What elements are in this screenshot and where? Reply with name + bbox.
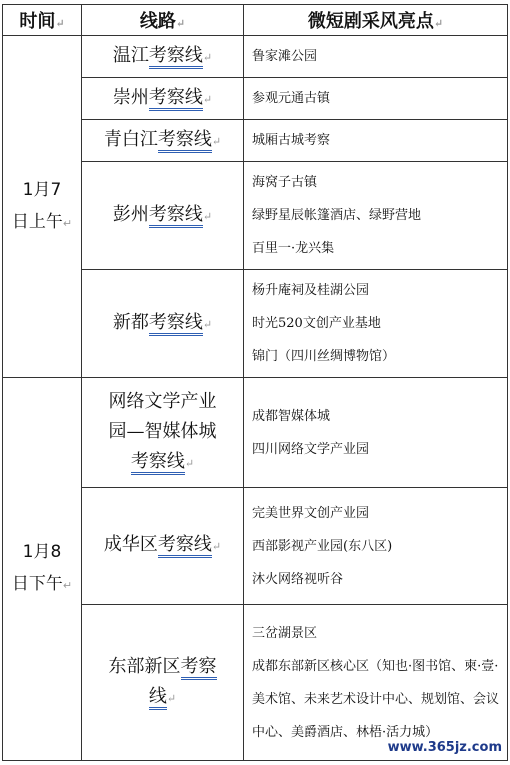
site-watermark: www.365jz.com xyxy=(387,740,502,755)
highlights-chenghua: 完美世界文创产业园 西部影视产业园(东八区) 沐火网络视听谷 xyxy=(244,488,508,605)
route-xindu: 新都考察线↵ xyxy=(82,270,244,378)
route-eastern-new-area: 东部新区考察 线↵ xyxy=(82,605,244,761)
highlights-xindu: 杨升庵祠及桂湖公园 时光520文创产业基地 锦门（四川丝绸博物馆） xyxy=(244,270,508,378)
highlights-chongzhou: 参观元通古镇 xyxy=(244,78,508,120)
day2-time-cell: 1月8 日下午↵ xyxy=(3,378,82,761)
highlights-wenjiang: 鲁家滩公园 xyxy=(244,36,508,78)
route-wenjiang: 温江考察线↵ xyxy=(82,36,244,78)
route-chenghua: 成华区考察线↵ xyxy=(82,488,244,605)
header-highlights: 微短剧采风亮点↵ xyxy=(244,5,508,36)
route-qingbaijiang: 青白江考察线↵ xyxy=(82,120,244,162)
table-row xyxy=(3,378,508,488)
header-route: 线路↵ xyxy=(82,5,244,36)
table-row xyxy=(3,36,508,78)
highlights-qingbaijiang: 城厢古城考察 xyxy=(244,120,508,162)
highlights-pengzhou: 海窝子古镇 绿野星辰帐篷酒店、绿野营地 百里一·龙兴集 xyxy=(244,162,508,270)
route-pengzhou: 彭州考察线↵ xyxy=(82,162,244,270)
route-network-literature: 网络文学产业 园—智媒体城 考察线↵ xyxy=(82,378,244,488)
schedule-table xyxy=(2,4,508,761)
day1-time-cell: 1月7 日上午↵ xyxy=(3,36,82,378)
route-chongzhou: 崇州考察线↵ xyxy=(82,78,244,120)
highlights-network-literature: 成都智媒体城 四川网络文学产业园 xyxy=(244,378,508,488)
header-row xyxy=(3,5,508,36)
highlights-eastern-new-area: 三岔湖景区 成都东部新区核心区（知也·图书馆、柬·壹·美术馆、未来艺术设计中心、规划馆、会议中心、美爵酒店、林梧·活力城） xyxy=(244,605,508,761)
header-time: 时间↵ xyxy=(3,5,82,36)
